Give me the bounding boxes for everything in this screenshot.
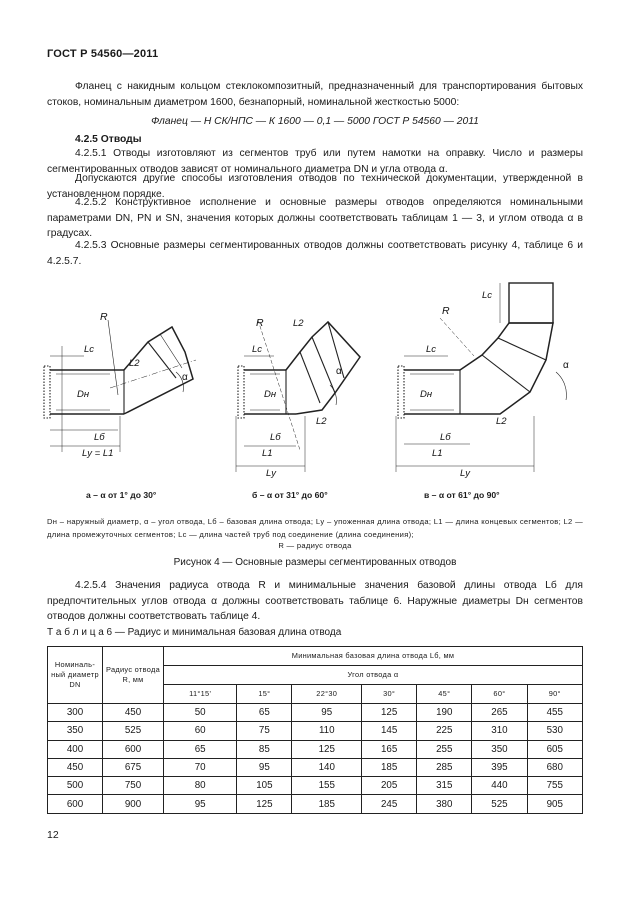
table-cell: 50 xyxy=(164,704,237,722)
label-r-b: R xyxy=(256,317,264,329)
table-cell: 95 xyxy=(237,758,292,776)
flange-designation: Фланец — Н СК/НПС — К 1600 — 0,1 — 5000 ГОСТ Р 54560 — 2011 xyxy=(151,116,479,127)
th-angle-6: 90° xyxy=(527,685,582,704)
elbow-variant-a xyxy=(44,320,196,452)
paragraph-4252: 4.2.5.2 Конструктивное исполнение и основные размеры отводов определяются номинальными параметрами DN, PN и SN, значения которых должны соответствовать таблицам 1 — 3, и углом отвода α в градусах. xyxy=(47,197,583,240)
label-lc-c-top: Lс xyxy=(482,290,493,301)
caption-c: в – α от 61° до 90° xyxy=(424,490,500,500)
paragraph-4254: 4.2.5.4 Значения радиуса отвода R и минимальные значения базовой длины отвода Lб для предпочтительных углов отвода α должны соответствовать таблице 6. Наружные диаметры Dн сегментов отводов должны соответствовать таблице 4. xyxy=(47,580,583,623)
table-cell: 450 xyxy=(48,758,103,776)
table-cell: 675 xyxy=(103,758,164,776)
table-cell: 65 xyxy=(164,740,237,758)
label-ly-c: Lу xyxy=(460,468,471,479)
table-cell: 525 xyxy=(472,795,527,813)
th-angle-4: 45° xyxy=(417,685,472,704)
table-cell: 750 xyxy=(103,777,164,795)
table-cell: 75 xyxy=(237,722,292,740)
table-cell: 125 xyxy=(237,795,292,813)
table-cell: 500 xyxy=(48,777,103,795)
label-l1-b: L1 xyxy=(262,448,273,459)
table-cell: 70 xyxy=(164,758,237,776)
table-cell: 300 xyxy=(48,704,103,722)
table-cell: 185 xyxy=(362,758,417,776)
label-lb-a: Lб xyxy=(94,432,105,443)
table-cell: 125 xyxy=(292,740,362,758)
table-title: Т а б л и ц а 6 — Радиус и минимальная базовая длина отвода xyxy=(47,627,342,638)
table-cell: 65 xyxy=(237,704,292,722)
table-cell: 190 xyxy=(417,704,472,722)
table-cell: 605 xyxy=(527,740,582,758)
label-l2-a: L2 xyxy=(129,358,140,369)
table-cell: 85 xyxy=(237,740,292,758)
table-cell: 95 xyxy=(164,795,237,813)
table-cell: 205 xyxy=(362,777,417,795)
label-r-a: R xyxy=(100,311,108,323)
table-cell: 165 xyxy=(362,740,417,758)
table-cell: 525 xyxy=(103,722,164,740)
label-lc-c: Lс xyxy=(426,344,437,355)
table-row xyxy=(48,740,583,758)
label-lc-b: Lс xyxy=(252,344,263,355)
label-l2-b-top: L2 xyxy=(293,318,304,329)
elbow-variant-c xyxy=(396,283,566,472)
table-cell: 225 xyxy=(417,722,472,740)
table-cell: 450 xyxy=(103,704,164,722)
th-min-length: Минимальная базовая длина отвода Lб, мм xyxy=(164,647,583,666)
table-cell: 315 xyxy=(417,777,472,795)
label-l2-b: L2 xyxy=(316,416,327,427)
table-cell: 155 xyxy=(292,777,362,795)
label-dn-c: Dн xyxy=(420,389,433,400)
label-dn-a: Dн xyxy=(77,389,90,400)
table-cell: 455 xyxy=(527,704,582,722)
table-row xyxy=(48,722,583,740)
label-r-c: R xyxy=(442,305,450,317)
table-cell: 600 xyxy=(48,795,103,813)
figure-legend-r: R — радиус отвода xyxy=(278,541,352,550)
table-row xyxy=(48,795,583,813)
table-cell: 395 xyxy=(472,758,527,776)
table-cell: 265 xyxy=(472,704,527,722)
th-angle-5: 60° xyxy=(472,685,527,704)
caption-b: б – α от 31° до 60° xyxy=(252,490,328,500)
table-row xyxy=(48,777,583,795)
table-cell: 600 xyxy=(103,740,164,758)
table-cell: 350 xyxy=(48,722,103,740)
table-6 xyxy=(47,646,583,814)
caption-a: а – α от 1° до 30° xyxy=(86,490,157,500)
table-cell: 140 xyxy=(292,758,362,776)
table-cell: 755 xyxy=(527,777,582,795)
table-cell: 530 xyxy=(527,722,582,740)
label-lb-b: Lб xyxy=(270,432,281,443)
label-lc-a: Lс xyxy=(84,344,95,355)
label-ly-b: Lу xyxy=(266,468,277,479)
page-number: 12 xyxy=(47,829,59,841)
elbow-variant-b xyxy=(236,320,360,472)
table-cell: 440 xyxy=(472,777,527,795)
th-dn: Номиналь-ный диаметр DN xyxy=(48,647,103,704)
th-angle-1: 15° xyxy=(237,685,292,704)
figure-legend: Dн – наружный диаметр, α – угол отвода, Lб – базовая длина отвода; Lу – упоженная длина отвода; L1 — длина концевых сегментов; L2 — длина промежуточных сегментов; Lс — длина частей труб под соединение (длина соединения); xyxy=(47,517,583,539)
table-row xyxy=(48,758,583,776)
table-cell: 900 xyxy=(103,795,164,813)
table-cell: 60 xyxy=(164,722,237,740)
elbow-figure xyxy=(0,270,630,495)
paragraph-other-methods: Допускаются другие способы изготовления отводов по технической документации, утвержденной в установленном порядке. xyxy=(47,173,583,200)
table-cell: 80 xyxy=(164,777,237,795)
table-cell: 185 xyxy=(292,795,362,813)
section-title: 4.2.5 Отводы xyxy=(75,134,142,145)
intro-text: Фланец с накидным кольцом стеклокомпозитный, предназначенный для транспортирования бытовых стоков, номинальным диаметром 1600, безнапорный, номинальной жесткостью 5000: xyxy=(47,81,583,108)
label-alpha-b: α xyxy=(336,366,342,377)
table-row xyxy=(48,704,583,722)
label-l2-c: L2 xyxy=(496,416,507,427)
table-cell: 145 xyxy=(362,722,417,740)
label-lb-c: Lб xyxy=(440,432,451,443)
th-angle-3: 30° xyxy=(362,685,417,704)
table-cell: 350 xyxy=(472,740,527,758)
table-cell: 400 xyxy=(48,740,103,758)
table-cell: 105 xyxy=(237,777,292,795)
table-cell: 110 xyxy=(292,722,362,740)
table-cell: 285 xyxy=(417,758,472,776)
label-alpha-a: α xyxy=(182,372,188,383)
table-cell: 125 xyxy=(362,704,417,722)
label-dn-b: Dн xyxy=(264,389,277,400)
paragraph-4253: 4.2.5.3 Основные размеры сегментированных отводов должны соответствовать рисунку 4, таблице 6 и 4.2.5.7. xyxy=(47,240,583,267)
table-cell: 380 xyxy=(417,795,472,813)
label-l1-c: L1 xyxy=(432,448,443,459)
table-cell: 245 xyxy=(362,795,417,813)
th-angle-2: 22°30 xyxy=(292,685,362,704)
th-radius: Радиус отвода R, мм xyxy=(103,647,164,704)
th-angle: Угол отвода α xyxy=(164,666,583,685)
document-header: ГОСТ Р 54560—2011 xyxy=(47,48,159,60)
th-angle-0: 11°15' xyxy=(164,685,237,704)
paragraph-4251: 4.2.5.1 Отводы изготовляют из сегментов труб или путем намотки на оправку. Число и размеры сегментированных отводов зависят от номинального диаметра DN и угла отвода α. xyxy=(47,148,583,175)
table-cell: 680 xyxy=(527,758,582,776)
table-cell: 255 xyxy=(417,740,472,758)
table-cell: 905 xyxy=(527,795,582,813)
label-ly-a: Lу = L1 xyxy=(82,448,114,459)
table-cell: 95 xyxy=(292,704,362,722)
label-alpha-c: α xyxy=(563,360,569,371)
figure-title: Рисунок 4 — Основные размеры сегментированных отводов xyxy=(173,557,457,568)
table-cell: 310 xyxy=(472,722,527,740)
